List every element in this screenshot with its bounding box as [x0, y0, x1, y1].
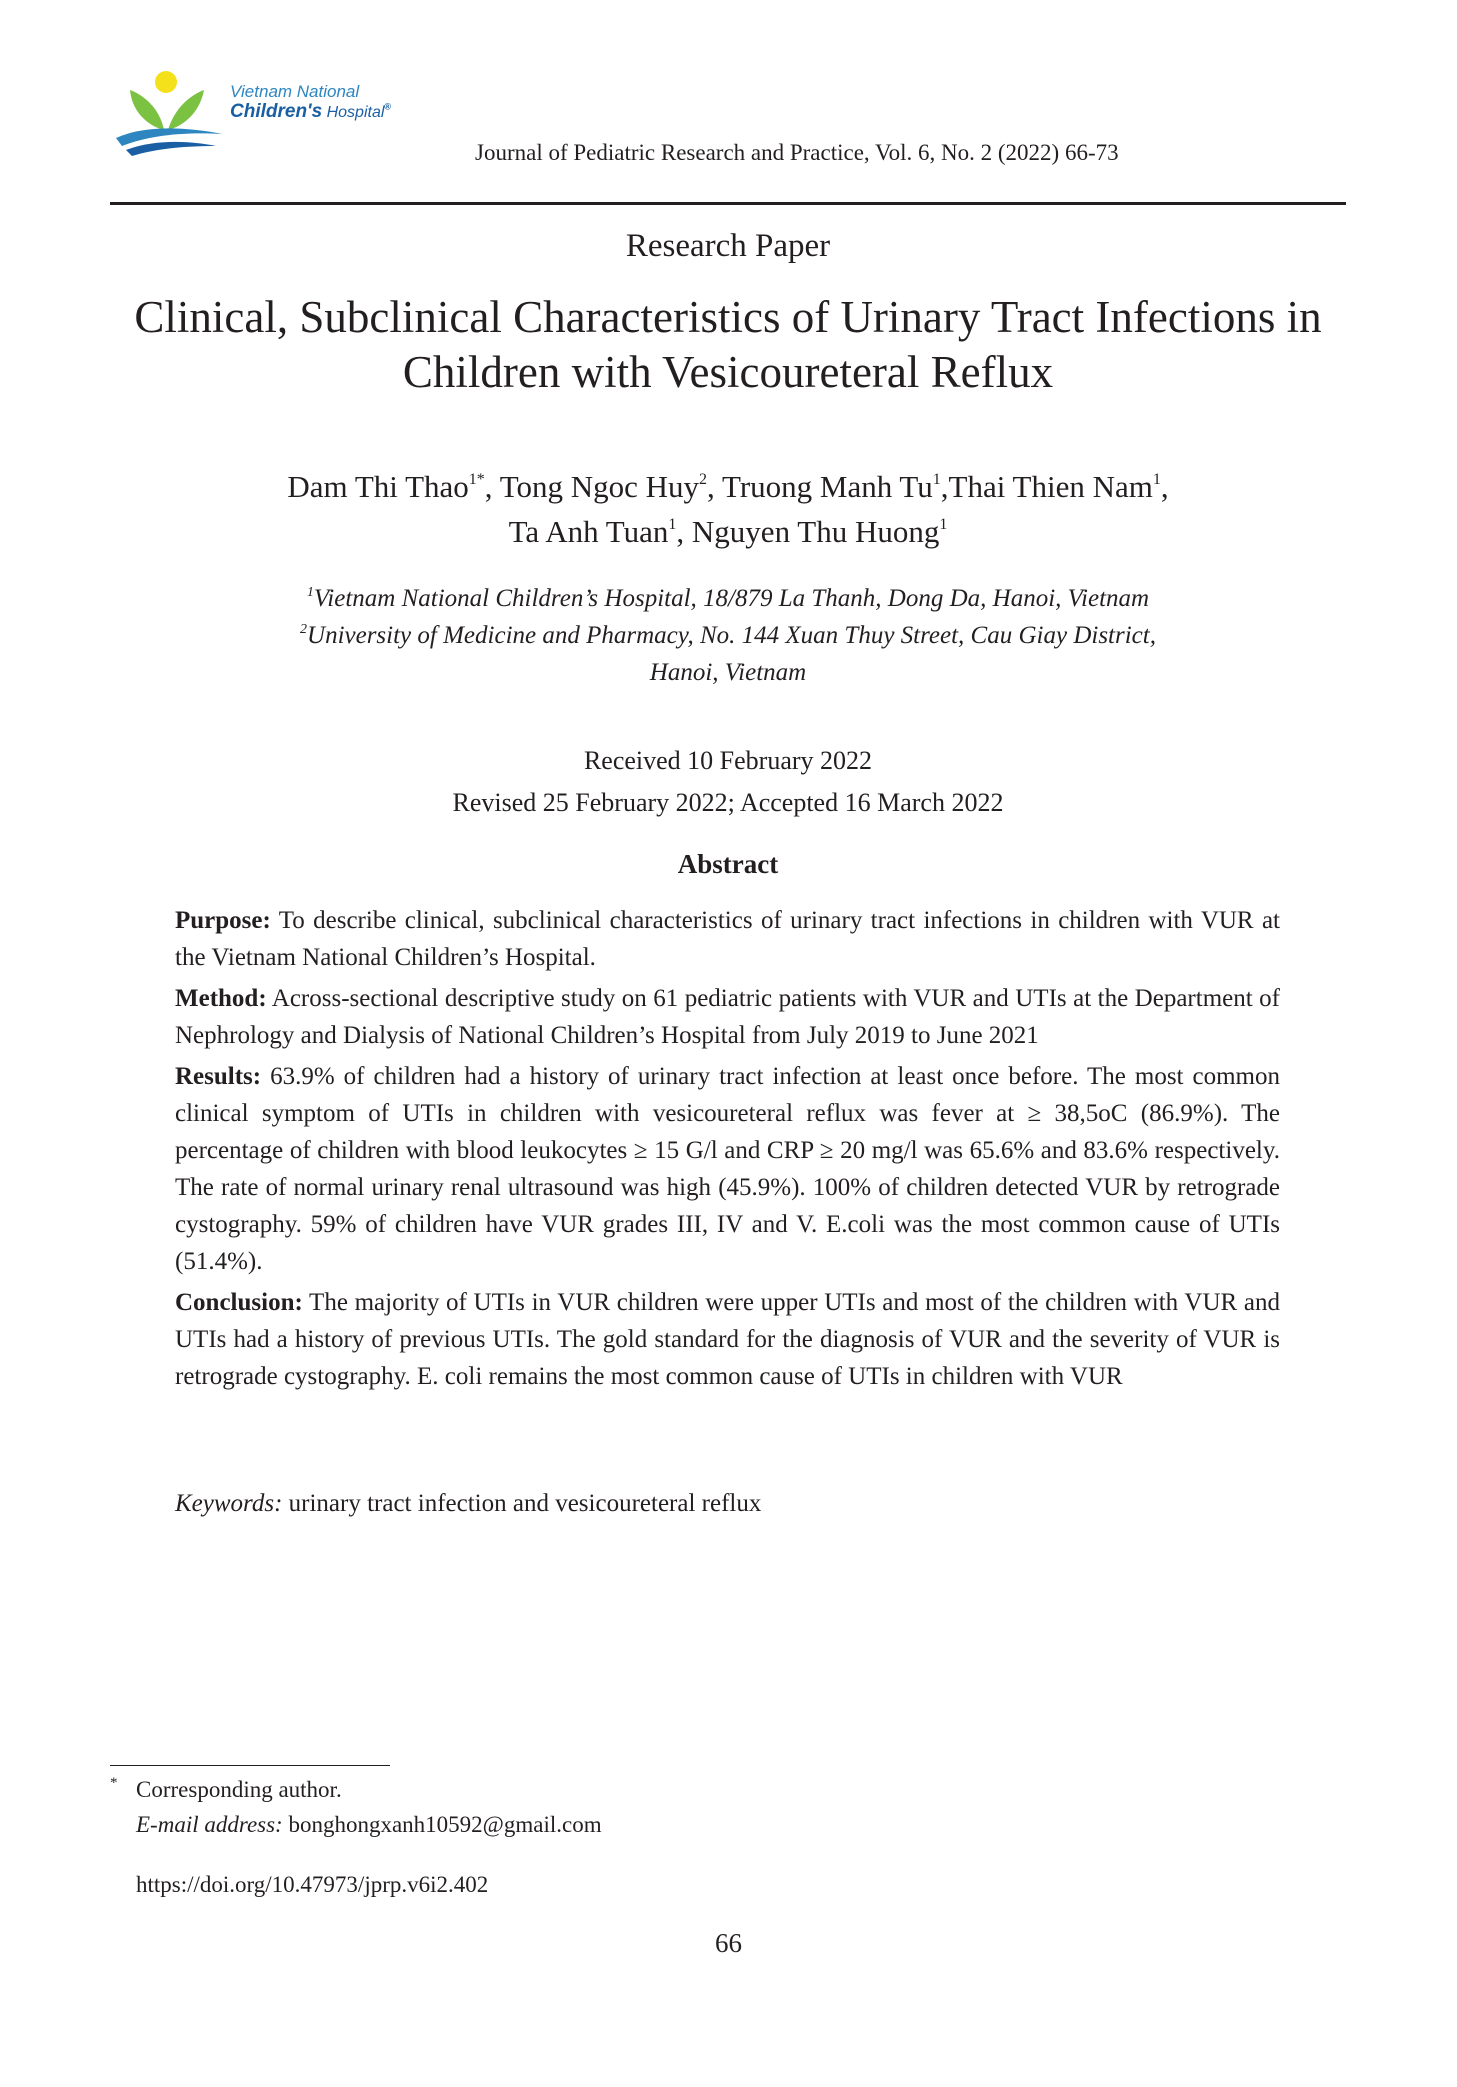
author-affiliation-mark: 2 — [699, 471, 708, 488]
doi-link[interactable]: https://doi.org/10.47973/jprp.v6i2.402 — [136, 1872, 489, 1897]
footnote — [110, 1772, 602, 1842]
journal-citation: Journal of Pediatric Research and Practice, Vol. 6, No. 2 (2022) 66-73 — [475, 140, 1119, 165]
paper-title — [110, 290, 1346, 400]
corresponding-author: Corresponding author. — [136, 1777, 342, 1802]
email-label: E-mail address: — [136, 1812, 283, 1837]
revised-accepted-date: Revised 25 February 2022; Accepted 16 March 2022 — [452, 788, 1004, 817]
affiliation-line: $^2$University of Medicine and Pharmacy, No. 144 Xuan Thuy Street, Cau Giay District, — [300, 622, 1156, 649]
footnote-mark: * — [110, 1775, 118, 1791]
affiliations — [110, 580, 1346, 691]
abstract-conclusion: Conclusion: The majority of UTIs in VUR children were upper UTIs and most of the children with VUR and UTIs had a history of previous UTIs. The gold standard for the diagnosis of VUR and the severity of VUR is retrograde cystography. E. coli remains the most common cause of UTIs in children with VUR — [175, 1289, 1280, 1390]
author-name: Ta Anh Tuan — [508, 514, 669, 549]
abstract-purpose: Purpose: To describe clinical, subclinical characteristics of urinary tract infections in children with VUR at the Vietnam National Children’s Hospital. — [175, 907, 1280, 971]
footnote-rule — [110, 1765, 390, 1766]
title-line: Clinical, Subclinical Characteristics of Urinary Tract Infections in — [134, 292, 1322, 342]
abstract-body — [175, 902, 1280, 1399]
header-rule — [110, 202, 1346, 205]
paper-type: Research Paper — [625, 228, 831, 264]
author-name: Tong Ngoc Huy — [499, 469, 700, 504]
author-affiliation-mark: 1 — [1152, 471, 1161, 488]
author-name: Nguyen Thu Huong — [691, 514, 940, 549]
affiliation-line: Hanoi, Vietnam — [649, 659, 807, 686]
author-name: Dam Thi Thao — [287, 469, 469, 504]
author-affiliation-mark: 1 — [668, 516, 677, 533]
author-list: Dam Thi Thao$^{1*}$, Tong Ngoc Huy$^2$, Truong Manh Tu$^1$,Thai Thien Nam$^1$, Ta Anh Tuan$^1$, Nguyen Thu Huong$^1$ — [287, 469, 1169, 549]
author-affiliation-mark: 1 — [939, 516, 948, 533]
email-address[interactable]: bonghongxanh10592@gmail.com — [282, 1812, 602, 1837]
author-name: Truong Manh Tu — [722, 469, 933, 504]
author-affiliation-mark: 1 — [932, 471, 941, 488]
author-affiliation-mark: 1* — [468, 471, 485, 488]
journal-logo — [112, 68, 442, 158]
registered-mark: ® — [384, 101, 392, 112]
author-name: Thai Thien Nam — [948, 469, 1153, 504]
hospital-logo-icon — [112, 68, 232, 158]
article-dates — [110, 740, 1346, 824]
affiliation-line: $^1$Vietnam National Children’s Hospital, 18/879 La Thanh, Dong Da, Hanoi, Vietnam — [306, 585, 1150, 612]
logo-text-line1: Vietnam National — [230, 82, 360, 101]
received-date: Received 10 February 2022 — [583, 746, 873, 775]
abstract-method: Method: Across-sectional descriptive study on 61 pediatric patients with VUR and UTIs at the Department of Nephrology and Dialysis of National Children’s Hospital from July 2019 to June 2021 — [175, 985, 1280, 1049]
logo-text-bold: Children's — [230, 101, 323, 123]
keywords — [175, 1490, 761, 1518]
abstract-heading: Abstract — [677, 849, 779, 879]
title-line: Children with Vesicoureteral Reflux — [402, 347, 1054, 397]
page-number: 66 — [715, 1928, 742, 1958]
keywords-label: Keywords: — [175, 1490, 283, 1517]
logo-text-rest: Hospital — [322, 104, 385, 122]
abstract-results: Results: 63.9% of children had a history of urinary tract infection at least once before. The most common clinical symptom of UTIs in children with vesicoureteral reflux was fever at ≥ 38,5oC (86.9%). The percentage of children with blood leukocytes ≥ 15 G/l and CRP ≥ 20 mg/l was 65.6% and 83.6% respectively. The rate of normal urinary renal ultrasound was high (45.9%). 100% of children detected VUR by retrograde cystography. 59% of children have VUR grades III, IV and V. E.coli was the most common cause of UTIs (51.4%). — [175, 1063, 1280, 1275]
keywords-text: urinary tract infection and vesicoureteral reflux — [282, 1490, 762, 1517]
